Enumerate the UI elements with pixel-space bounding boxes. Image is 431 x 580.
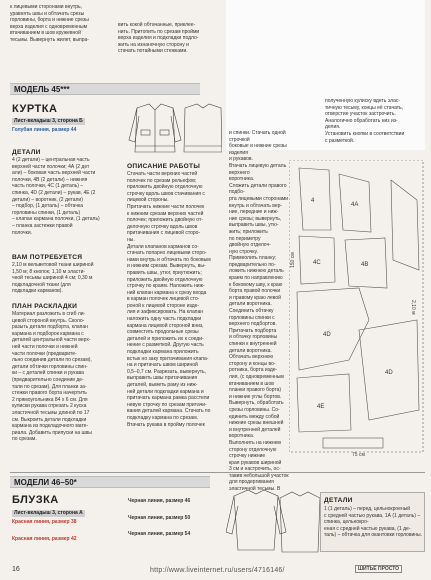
svg-text:4B: 4B — [361, 262, 369, 268]
page-number: 16 — [12, 566, 20, 573]
models-46-50-header — [10, 476, 210, 488]
kurtka-details-title: ДЕТАЛИ — [12, 149, 41, 156]
bluzka-sheet-badge: Лист-вкладыш 3, сторона А — [14, 510, 83, 516]
svg-text:4E: 4E — [317, 404, 325, 410]
footer-url[interactable]: http://www.liveinternet.ru/users/4716146/ — [150, 567, 285, 574]
pattern-dim-height: 2,10 м — [410, 300, 416, 315]
work-title: ОПИСАНИЕ РАБОТЫ — [127, 163, 201, 170]
svg-text:4: 4 — [311, 198, 315, 204]
top-left-text: к лицевыми сторонами внутрь, уравнять швы и обтачать срезы горловины, борта и нижние срезы верха изделия с одновременным втачиванием в шов кружевной тесьмы. Вывернуть жилет, выпра- — [10, 4, 89, 43]
models-46-50-header-label: МОДЕЛИ 46–50* — [14, 478, 77, 487]
kurtka-need-title: ВАМ ПОТРЕБУЕТСЯ — [12, 254, 83, 261]
svg-text:4D: 4D — [323, 332, 331, 338]
pattern-dim-width2: 150 см — [290, 252, 296, 268]
svg-text:4A: 4A — [351, 202, 359, 208]
kurtka-need-text: 2,10 м вельветовой ткани шириной 1,50 м; 8 кнопок; 1,10 м эласти- чной тесьмы шириной 4 см; 0,30 м подкладочной ткани (для подкладки карманов). — [12, 262, 94, 295]
top-mid-text: вить кокой обтачанные, приклее- нить. Притопить по срезам пройми верха изделия и подкладки подло- жить на изнаночную сторону и стачать потайными стежками. — [118, 22, 200, 55]
details2-title: ДЕТАЛИ — [324, 497, 353, 504]
svg-text:4D: 4D — [385, 370, 393, 376]
bluzka-title: БЛУЗКА — [12, 494, 59, 506]
kurtka-sheet-badge: Лист-вкладыш 3, сторона Б — [14, 118, 83, 124]
section-divider — [10, 472, 425, 473]
bluzka-black-line-46: Черная линия, размер 46 — [128, 498, 191, 504]
svg-text:4C: 4C — [313, 260, 321, 266]
blouse-technical-drawing — [226, 480, 321, 560]
pattern-layout-diagram — [289, 160, 425, 460]
model-45-header — [10, 83, 200, 95]
kurtka-layout-text: Материал разложить в сгиб ли- цевой стороной внутрь. Сколо- разыть детали подборта, клапан кармана и подборок кармана с деталей центральной части верх- ней части полочки и нижней части полочки (предварите- льно соединив детали по срезам), детали обтачки горловины спин- ки – с деталей спинки и рукава (предварительно соединив де- тали по срезам). Для планки за- стежки правого борта начертить 2 прямоугольника 84 х 6 см. Для кулиски рукава отрезать 2 куска эластичной тесьмы длиной по 17 см. Выкроить детали подкладки кармана из подкладочного мате- риала. Добавить припуски на швы по срезам. — [12, 311, 92, 443]
kurtka-details-text: 4 (2 детали) – центральная часть верхней части полочки; 4А (2 дет али) – боковая часть верхней части полочки, 4В (2 детали) – нижняя часть полочки, 4С (1 деталь) – спинка, 4D (2 детали) – рукав, 4Е (2 детали) – воротник, (2 детали) – подбор, (1 деталь) – обтачка горловины спинки, (1 деталь) – клапан кармана полочки, (1 деталь) – планка застежки правой полочки. — [12, 157, 100, 236]
work-text-col2: Стачать части верхних частей полочек по срезам рельефов; приложить двойную отделочную строчку вдоль швов стачивания с лицевой стороны. Притачать нижние части полочек к нижним срезам верхних частей полочек; приложить двойную от- делочную строчку вдоль швов притачивания с лицевой сторо- ны. Детали клапанов карманов со- стачать попарно лицевыми сторо- нами внутрь и обтачать по боковым и нижним срезам. Вывернуть, вы- править швы, утюг, приутюжить; приложить двойную отделочную строчку по краям. Наложить ниж- ний клапан кармана к срезу входа в карман полочек лицевой сто- роной к лицевой стороне изде- лия и зафиксировать. На клапан наложить одну часть подкладки кармана лицевой стороной вниз, совместить продольные срезы деталей и приложить их к соеди- нение с разметкой. Другую часть подкладки кармана приложить встык но заку притачивания клапа- на и притачать швом шириной 0,5–0,7 см. Разрезать, вывернуть, выправить швы притачивания деталей, выметь раму из ниж- ней детали подкладки кармана и притачать кармана рамка расстели невую строчку по срезам притачи- вания деталей кармана. Стачать по подкладку кармана по срезам. Втачать рукава в пройму полочек — [127, 171, 211, 428]
details2-text: 1 (1 деталь) – перед, цельнокроеный с средней частью рукава, 1А (1 деталь) – спинка, цельнокро- еная с средней частью рукава, (1 де- таль) – обтачка для окантовки горловины. — [324, 506, 423, 539]
bluzka-red-line-42: Красная линия, размер 42 — [12, 536, 77, 542]
pattern-layout-svg — [289, 160, 425, 460]
bluzka-black-line-54: Черная линия, размер 54 — [128, 531, 191, 537]
pattern-dim-width: 75 см — [352, 452, 365, 458]
model-45-header-label: МОДЕЛЬ 45*** — [14, 85, 70, 94]
magazine-logo: ШИТЬЕ ПРОСТО — [355, 565, 402, 573]
work-text-col4: полученную кулиску вдеть элас- тичную тесьму, концы её стачать, отверстие участок застрочить. Аналогично обработать низ из- делия. Установить кнопки в соответствии с разметкой. — [325, 98, 405, 144]
work-text-col3: и спинки. Стачать одной строчкой боковые и нижние срезы изделия и рукавов. Втачать лицевую деталь верхнего воротника. Сложить детали правого подбо- рта лицевыми сторонами внутрь и обтачать вер- ние, передние и ниж- ние срезы; вывернуть, выправить швы, утю- жить; приложить по периметру двойную отделоч- ную строчку. Примеолить планку; предварительно по- ложить нижнюю деталь краем по направлению к боковому шву, к краю борта правой полочки и правому краю левой детали воротника. Соединить обтачку горловины спинки с верхнего подбортов. Притачать подборта и обтачку горловины спинки к внутренней детали воротника. Обтачать верхнюю сторону и концы во- ротника, борта изде- лия, (с одновременным втачиванием в шов планки правого борта) и нижние углы бортов. Вывернуть, обработать срезы горловины. Со- единить между собой нижние срезы внешней и внутренней деталей воротника. Выполнить на нижнем сторону отделочную строчку нижние края рукавов шириной 3 см и настрочить, ос- тавив небольшой участок для продергивания эластичной тесьмы. В — [229, 130, 289, 493]
kurtka-layout-title: ПЛАН РАСКЛАДКИ — [12, 303, 78, 310]
kurtka-line-size: Голубая линия, размер 44 — [12, 127, 77, 133]
bluzka-black-line-50: Черная линия, размер 50 — [128, 515, 191, 521]
kurtka-title: КУРТКА — [12, 103, 58, 115]
jacket-technical-drawing — [127, 100, 222, 160]
bluzka-red-line-38: Красная линия, размер 38 — [12, 519, 77, 525]
